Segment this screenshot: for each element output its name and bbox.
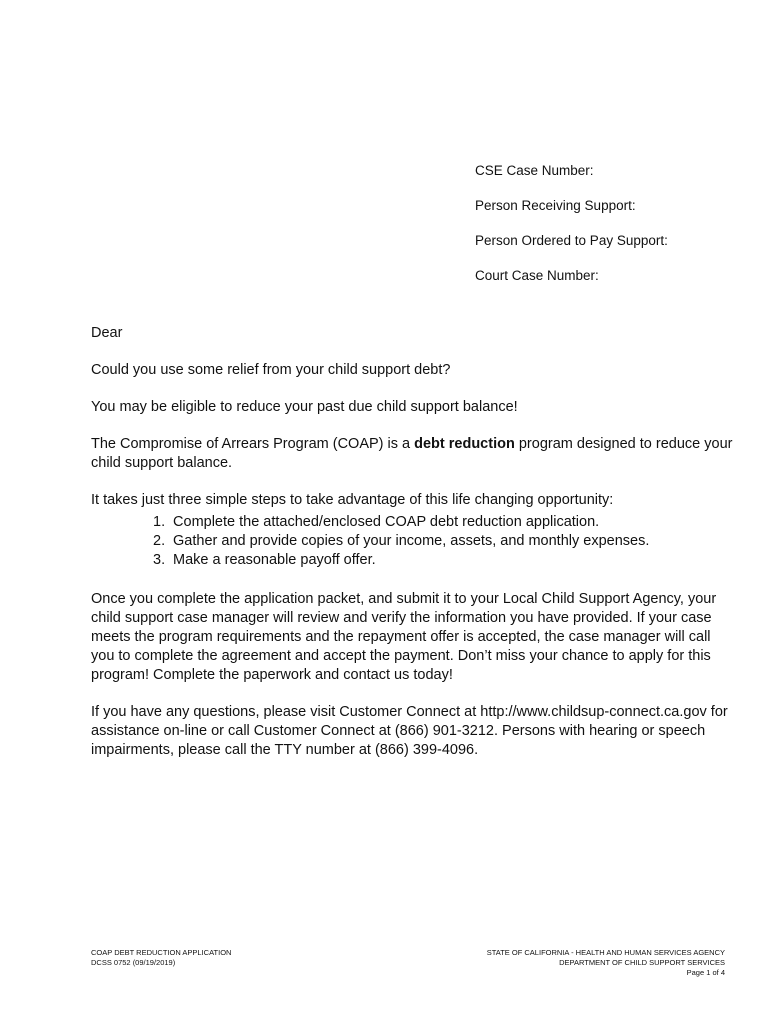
step-item (153, 513, 736, 532)
footer-page-number: Page 1 of 4 (686, 968, 725, 977)
relief-question: Could you use some relief from your child support debt? (91, 362, 451, 378)
coap-intro (91, 435, 736, 473)
process-paragraph: Once you complete the application packet, and submit it to your Local Child Support Agency, your child support case manager will review and verify the information you have provided. If your case meets the program requirements and the repayment offer is accepted, the case manager will call you to complete the agreement and accept the payment. Don’t miss your chance to apply for this program! Complete the paperwork and contact us today! (91, 591, 717, 683)
footer-form-number: DCSS 0752 (09/19/2019) (91, 958, 176, 967)
case-info-block (475, 163, 668, 303)
footer-form-info (91, 948, 231, 968)
person-receiving-support-label: Person Receiving Support: (475, 198, 636, 213)
questions-paragraph: If you have any questions, please visit Customer Connect at http://www.childsup-connect.ca.gov for assistance on-line or call Customer Connect at (866) 901-3212. Persons with hearing or speech impairments, please call the TTY number at (866) 399-4096. (91, 704, 728, 758)
step-text: Gather and provide copies of your income, assets, and monthly expenses. (173, 533, 650, 549)
footer-department: DEPARTMENT OF CHILD SUPPORT SERVICES (559, 958, 725, 967)
step-item (153, 551, 736, 570)
footer-agency-info (487, 948, 725, 978)
step-item (153, 532, 736, 551)
step-text: Complete the attached/enclosed COAP debt reduction application. (173, 514, 600, 530)
cse-case-number-label: CSE Case Number: (475, 163, 594, 178)
step-number: 2. (153, 533, 166, 549)
step-number: 3. (153, 552, 166, 568)
coap-intro-end: program designed to reduce your child support balance. (91, 436, 733, 471)
footer-form-name: COAP DEBT REDUCTION APPLICATION (91, 948, 232, 957)
eligibility-statement: You may be eligible to reduce your past due child support balance! (91, 399, 518, 415)
steps-intro: It takes just three simple steps to take advantage of this life changing opportunity: (91, 492, 614, 508)
coap-intro-emphasis: debt reduction (414, 436, 515, 452)
letter-body (91, 324, 736, 778)
steps-list (91, 513, 736, 570)
salutation: Dear (91, 325, 123, 341)
footer-agency: STATE OF CALIFORNIA - HEALTH AND HUMAN SERVICES AGENCY (486, 948, 725, 957)
coap-intro-start: The Compromise of Arrears Program (COAP) is a (91, 436, 415, 452)
step-number: 1. (153, 514, 166, 530)
person-ordered-to-pay-label: Person Ordered to Pay Support: (475, 233, 668, 248)
step-text: Make a reasonable payoff offer. (173, 552, 376, 568)
court-case-number-label: Court Case Number: (475, 268, 599, 283)
